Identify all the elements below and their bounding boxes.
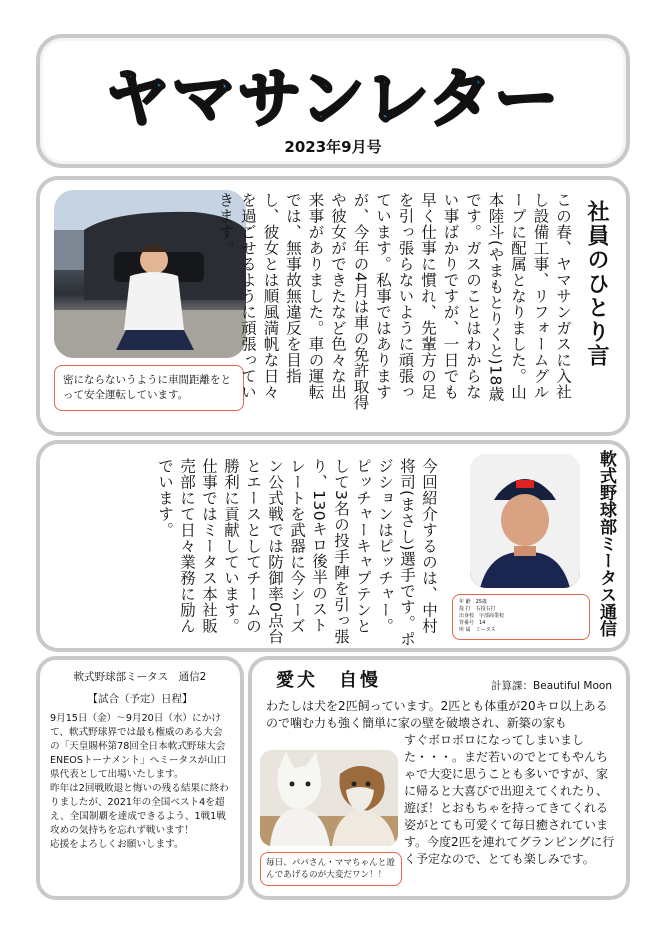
- section-heading: 社員のひとり言: [584, 200, 609, 368]
- section-heading: 軟式野球部ミータス通信: [596, 450, 616, 637]
- section-body: この春、ヤマサンガスに入社し設備工事、リフォームグループに配属となりました。山本陸斗(やまもとりくと)18歳です。ガスのことはわからない事ばかりですが、一日でも早く仕事に慣れ、先輩方の足を引っ張らないように頑張っています。私事ではありますが、今年の4月は車の免許取得や彼女ができたなど色々な出来事がありました。車の運転では、無事故無違反を目指し、彼女とは順風満帆な日々を過ごせるように頑張っていきます。: [216, 192, 572, 411]
- section-heading: 軟式野球部ミータス 通信2: [73, 671, 207, 683]
- pet-column: [248, 656, 630, 900]
- player-photo: [470, 454, 580, 588]
- newsletter-title: ヤマサンレター: [105, 63, 561, 137]
- dogs-photo: [260, 750, 398, 846]
- section-body-top: わたしは犬を2匹飼っています。2匹とも体重が20キロ以上あるので噛む力も強く簡単に家の壁を破壊され、新築の家も: [266, 699, 608, 730]
- profile-line: 投 打 右投右打: [459, 606, 496, 612]
- dogs-illustration: [260, 750, 398, 846]
- section-body-side: すぐボロボロになってしまいました・・・。まだ若いのでとてもやんちゃで大変に思うことも多いですが、家に帰ると大喜びで出迎えてくれたり、遊ぼ！とおもちゃを持ってきてくれる姿がとても可愛くて毎日癒されています。今度2匹を連れてグランピングに行く予定なので、とても楽しみです。: [404, 733, 615, 866]
- paragraph: 昨年は2回戦敗退と悔いの残る結果に終わりましたが、2021年の全国ベスト4を超え、全国制覇を達成できるよう、1戦1戦攻めの気持ちを忘れず戦います！: [50, 783, 229, 836]
- profile-line: 背番号 14: [459, 620, 486, 626]
- issue-date: 2023年9月号: [284, 138, 382, 156]
- player-profile: [452, 594, 590, 640]
- photo-caption: 密にならないうように車間距離をとって安全運転しています。: [54, 365, 244, 411]
- player-illustration: [470, 454, 580, 588]
- section-body: 今回紹介するのは、中村将司(まさし)選手です。ポジションはピッチャー。ピッチャーキャプテンとして3名の投手陣を引っ張り、130キロ後半のストレートを武器に今シーズン公式戦では防御率0点台とエースとしてチームの勝利に貢献しています。仕事ではミータス本社販売部にて日々業務に励んでいます。: [156, 458, 438, 648]
- header-banner: [36, 34, 630, 168]
- baseball-column: [36, 440, 630, 652]
- paragraph: 9月15日（金）～9月20日（水）にかけて、軟式野球界では最も権威のある大会の「天皇賜杯第78回全日本軟式野球大会 ENEOSトーナメント」へミータスが山口県代表として出場いたします。: [50, 713, 227, 780]
- employee-column: [36, 176, 630, 436]
- tournament-column: [36, 656, 244, 900]
- profile-line: 年 齢 25歳: [459, 599, 487, 605]
- photo-caption: 毎日、パパさん・ママちゃんと遊んであげるのが大変だワン！！: [260, 852, 402, 886]
- section-heading: 愛犬 自慢: [276, 670, 381, 691]
- section-subheading: 【試合（予定）日程】: [87, 693, 193, 705]
- author-dept: 計算課：Beautiful Moon: [491, 680, 612, 692]
- paragraph: 応援をよろしくお願いします。: [50, 839, 184, 850]
- profile-line: 所 属 ミータス: [459, 627, 496, 633]
- profile-line: 出身校 宇部商業校: [459, 613, 505, 619]
